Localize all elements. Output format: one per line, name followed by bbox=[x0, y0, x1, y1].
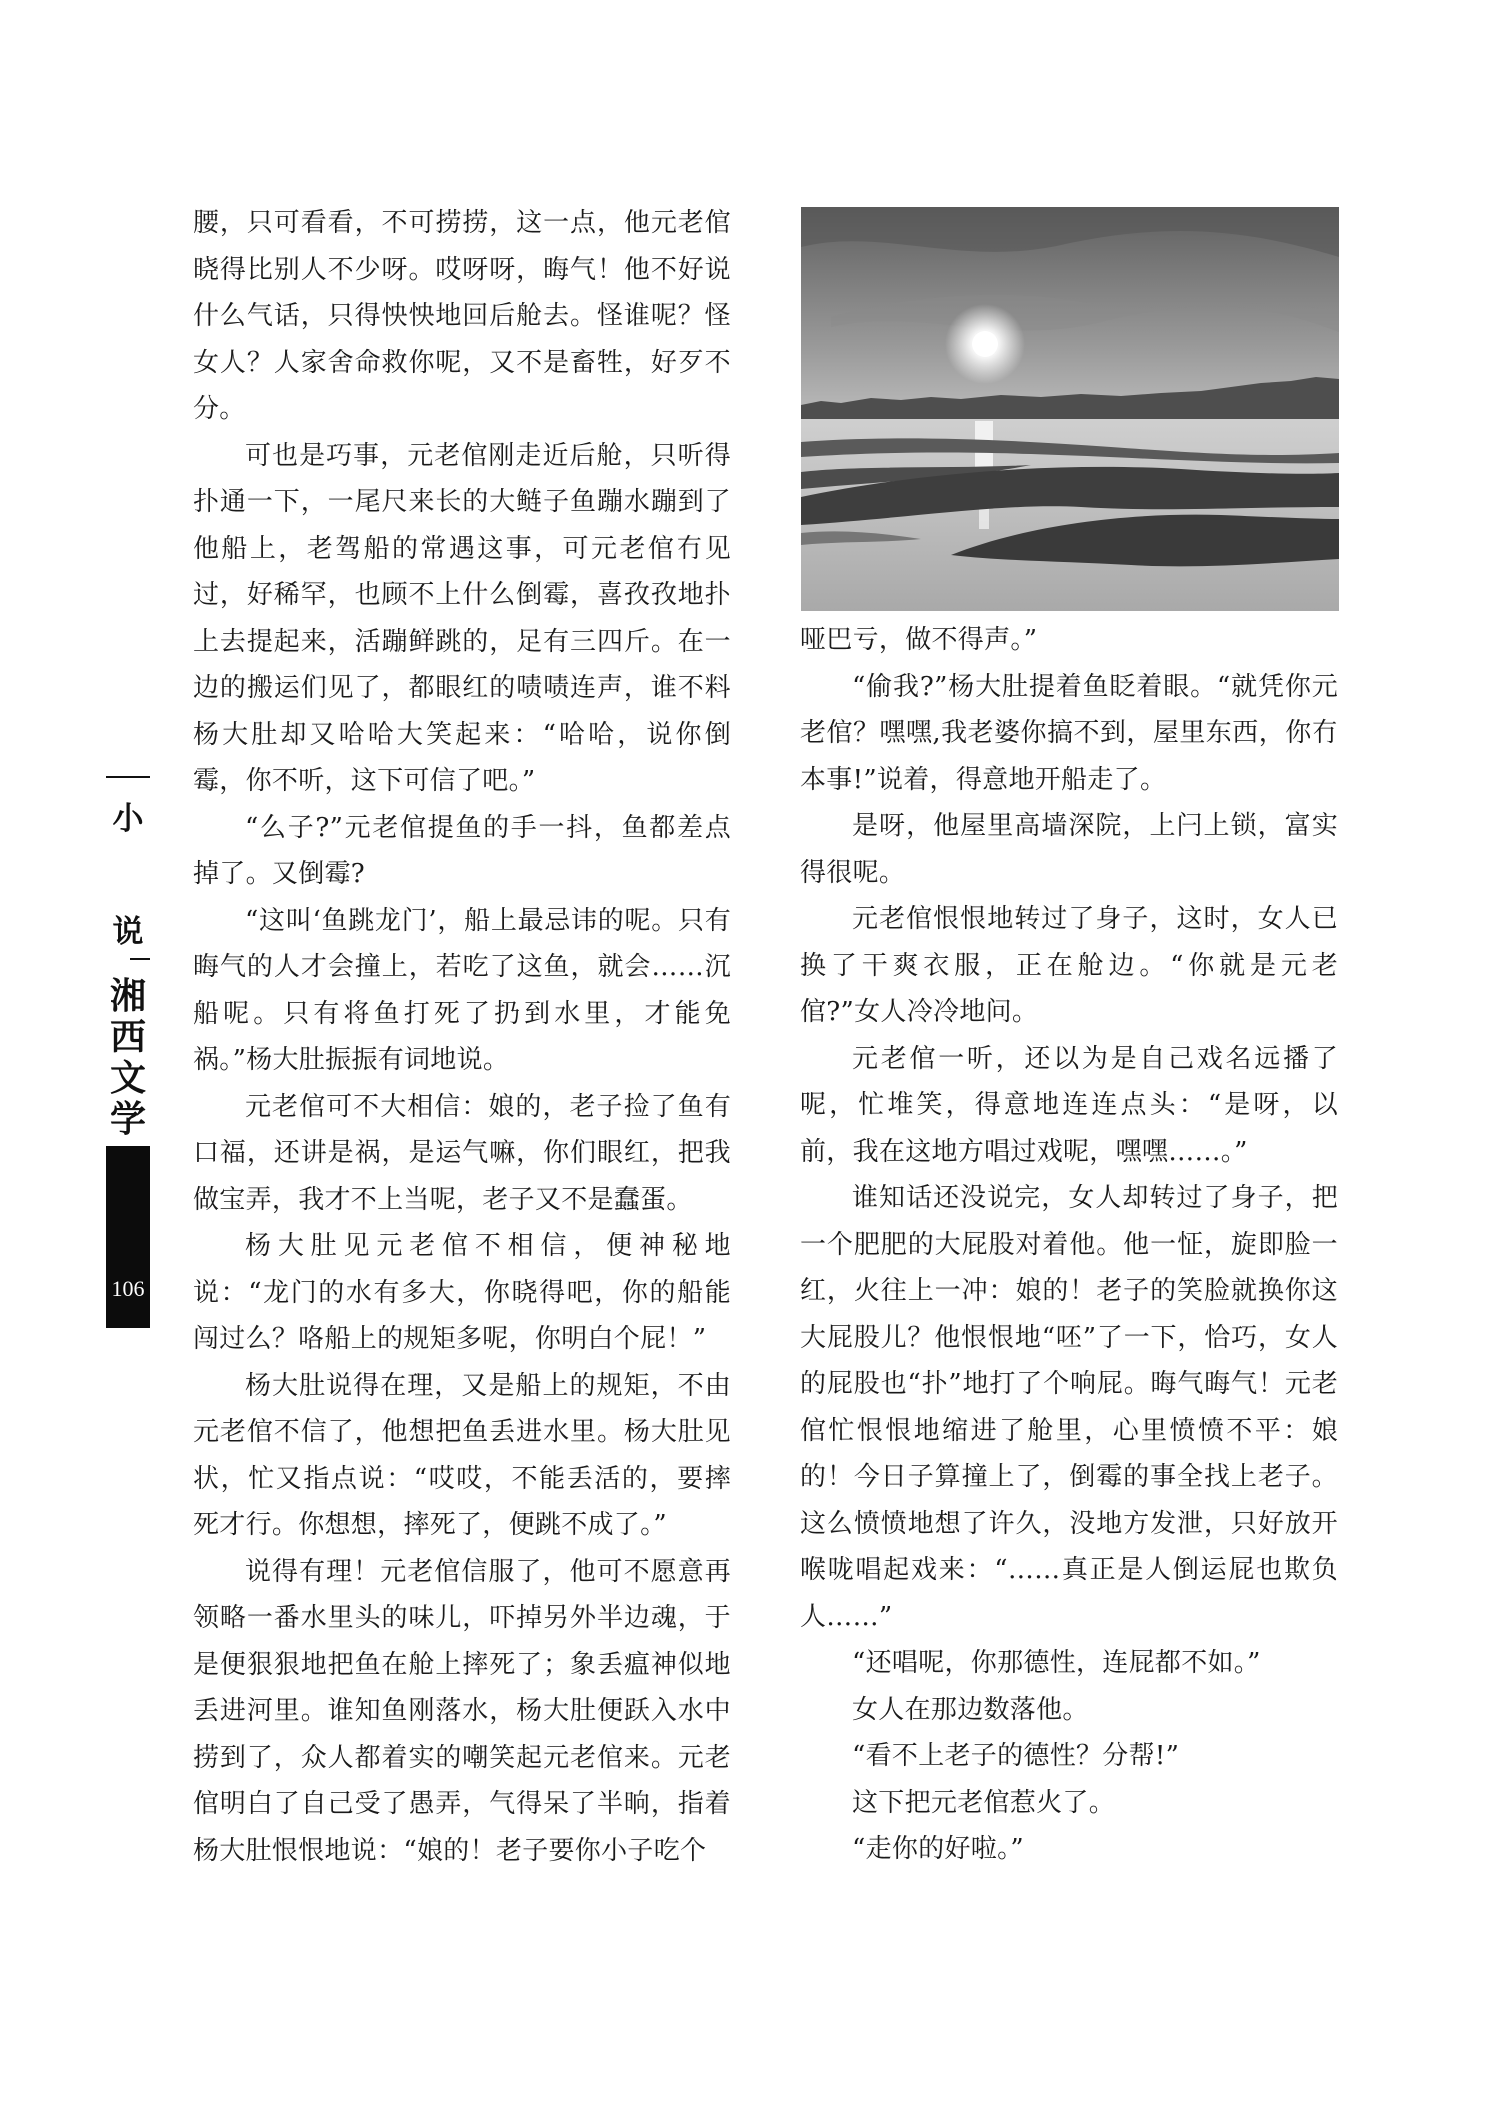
paragraph: “么子?”元老倌提鱼的手一抖，鱼都差点掉了。又倒霉? bbox=[193, 812, 731, 889]
paragraph: 谁知话还没说完，女人却转过了身子，把一个肥肥的大屁股对着他。他一怔，旋即脸一红，火往上一冲：娘的！老子的笑脸就换你这大屁股儿？他恨恨地“呸”了一下，恰巧，女人的屁股也“扑”地打了个响屁。晦气晦气！元老倌忙恨恨地缩进了舱里，心里愤愤不平：娘的！今日子算撞上了，倒霉的事全找上老子。这么愤愤地想了许久，没地方发泄，只好放开喉咙唱起戏来：“……真正是人倒运屁也欺负人……” bbox=[800, 1183, 1338, 1632]
paragraph: 元老倌可不大相信：娘的，老子捡了鱼有口福，还讲是祸，是运气嘛，你们眼红，把我做宝弄，我才不上当呢，老子又不是蠢蛋。 bbox=[193, 1091, 731, 1215]
paragraph: 腰，只可看看，不可捞捞，这一点，他元老倌晓得比别人不少呀。哎呀呀，晦气！他不好说什么气话，只得怏怏地回后舱去。怪谁呢？怪女人？人家舍命救你呢，又不是畜牲，好歹不分。 bbox=[193, 208, 731, 424]
paragraph: 女人在那边数落他。 bbox=[852, 1694, 1089, 1725]
paragraph: 说得有理！元老倌信服了，他可不愿意再领略一番水里头的味儿，吓掉另外半边魂，于是便狠狠地把鱼在舱上摔死了；象丢瘟神似地丢进河里。谁知鱼刚落水，杨大肚便跃入水中捞到了，众人都着实的嘲笑起元老倌来。元老倌明白了自己受了愚弄，气得呆了半晌，指着杨大肚恨恨地说：“娘的！老子要你小子吃个 bbox=[193, 1556, 731, 1866]
section-char-1: 小 bbox=[112, 801, 144, 837]
paragraph: “这叫‘鱼跳龙门’，船上最忌讳的呢。只有晦气的人才会撞上，若吃了这鱼，就会……沉船呢。只有将鱼打死了扔到水里，才能免祸。”杨大肚振振有词地说。 bbox=[193, 905, 731, 1075]
magazine-name-char: 西 bbox=[109, 1016, 146, 1058]
paragraph: 可也是巧事，元老倌刚走近后舱，只听得扑通一下，一尾尺来长的大鲢子鱼蹦水蹦到了他船上，老驾船的常遇这事，可元老倌冇见过，好稀罕，也顾不上什么倒霉，喜孜孜地扑上去提起来，活蹦鲜跳的，足有三四斤。在一边的搬运们见了，都眼红的啧啧连声，谁不料杨大肚却又哈哈大笑起来：“哈哈，说你倒霉，你不听，这下可信了吧。” bbox=[193, 440, 731, 796]
sunset-river-photo bbox=[801, 207, 1339, 611]
side-rule-top bbox=[106, 776, 150, 778]
side-rule-mid bbox=[130, 958, 150, 960]
paragraph: 是呀，他屋里高墙深院，上闩上锁，富实得很呢。 bbox=[800, 811, 1338, 888]
paragraph: 哑巴亏，做不得声。” bbox=[800, 625, 1038, 655]
magazine-name-char: 湘 bbox=[109, 975, 146, 1017]
paragraph: 元老倌恨恨地转过了身子，这时，女人已换了干爽衣服，正在舱边。“你就是元老倌?”女人冷冷地问。 bbox=[800, 904, 1338, 1027]
magazine-name-char: 学 bbox=[109, 1098, 146, 1140]
paragraph: 杨大肚说得在理，又是船上的规矩，不由元老倌不信了，他想把鱼丢进水里。杨大肚见状，忙又指点说：“哎哎，不能丢活的，要摔死才行。你想想，摔死了，便跳不成了。” bbox=[193, 1370, 731, 1540]
section-char-2: 说 bbox=[112, 914, 144, 950]
paragraph: “看不上老子的德性？分帮!” bbox=[852, 1741, 1180, 1771]
paragraph: 这下把元老倌惹火了。 bbox=[852, 1787, 1116, 1818]
paragraph: “还唱呢，你那德性，连屁都不如。” bbox=[852, 1648, 1261, 1678]
left-text-column bbox=[193, 200, 731, 1874]
paragraph: 杨大肚见元老倌不相信，便神秘地说：“龙门的水有多大，你晓得吧，你的船能闯过么？咯船上的规矩多呢，你明白个屁！” bbox=[193, 1231, 731, 1354]
magazine-name bbox=[108, 976, 148, 1140]
right-text-column bbox=[800, 617, 1338, 1873]
paragraph: 元老倌一听，还以为是自己戏名远播了呢，忙堆笑，得意地连连点头：“是呀，以前，我在这地方唱过戏呢，嘿嘿……。” bbox=[800, 1043, 1338, 1167]
magazine-name-char: 文 bbox=[109, 1057, 146, 1099]
paragraph: “走你的好啦。” bbox=[852, 1834, 1024, 1864]
page-number: 106 bbox=[111, 1276, 145, 1301]
paragraph: “偷我?”杨大肚提着鱼眨着眼。“就凭你元老倌？嘿嘿,我老婆你搞不到，屋里东西，你冇本事!”说着，得意地开船走了。 bbox=[800, 671, 1338, 795]
